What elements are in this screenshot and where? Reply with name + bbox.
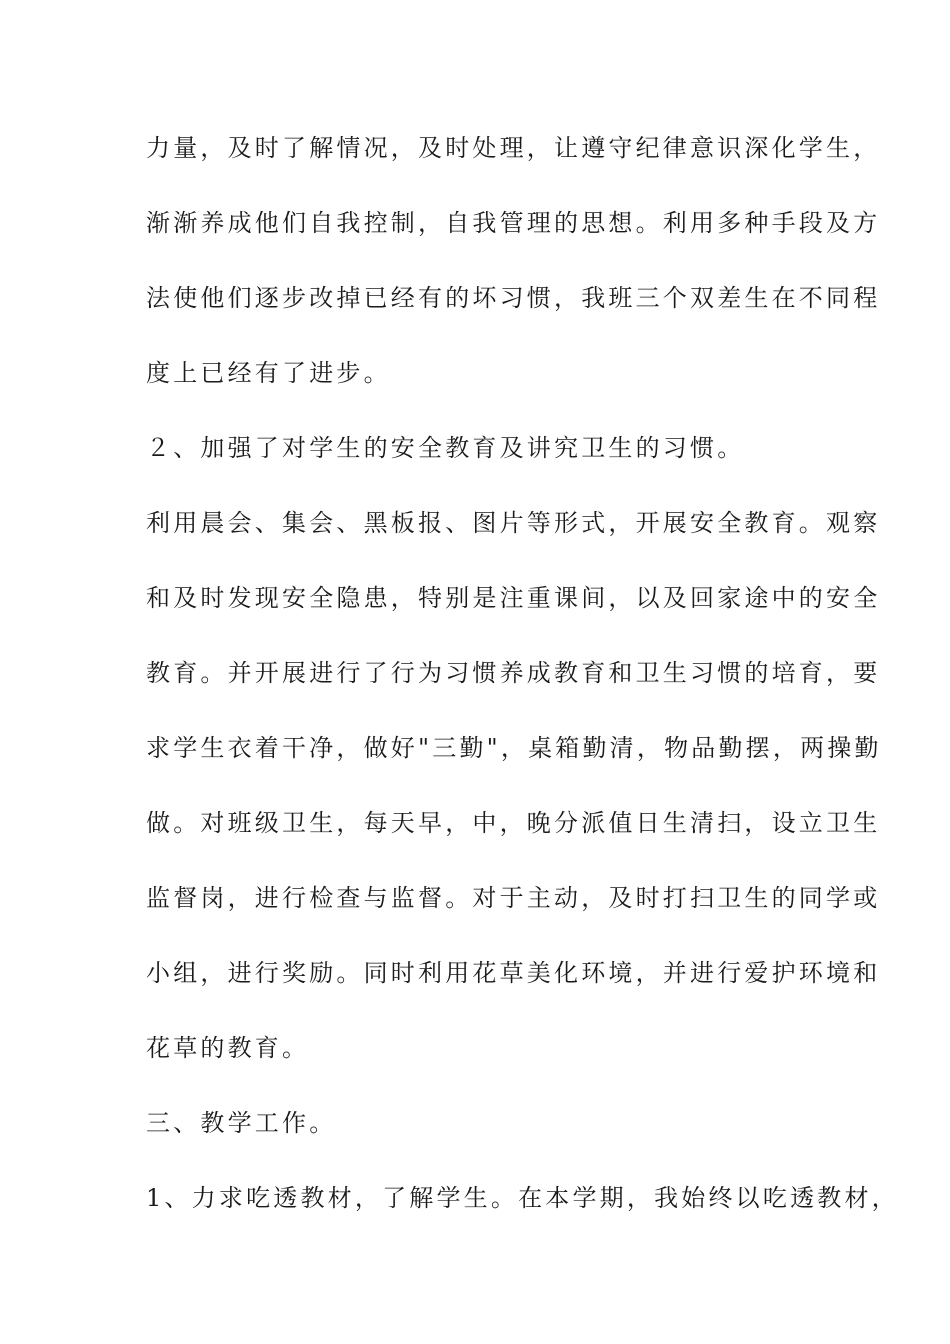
section-heading: 三、教学工作。 [146, 1109, 337, 1137]
text-line: 利用晨会、集会、黑板报、图片等形式，开展安全教育。观察 [146, 509, 881, 537]
text-line: 力量，及时了解情况，及时处理，让遵守纪律意识深化学生， [146, 134, 881, 162]
text-line: 做。对班级卫生，每天早，中，晚分派值日生清扫，设立卫生 [146, 809, 881, 837]
section-heading: ２、加强了对学生的安全教育及讲究卫生的习惯。 [146, 434, 745, 462]
text-line: 渐渐养成他们自我控制，自我管理的思想。利用多种手段及方 [146, 209, 881, 237]
text-line: 教育。并开展进行了行为习惯养成教育和卫生习惯的培育，要 [146, 659, 881, 687]
text-line: 小组，进行奖励。同时利用花草美化环境，并进行爱护环境和 [146, 959, 881, 987]
text-line: 花草的教育。 [146, 1034, 310, 1062]
text-line: 求学生衣着干净，做好"三勤"，桌箱勤清，物品勤摆，两操勤 [146, 734, 882, 762]
text-line: 监督岗，进行检查与监督。对于主动，及时打扫卫生的同学或 [146, 884, 881, 912]
text-line: 法使他们逐步改掉已经有的坏习惯，我班三个双差生在不同程 [146, 284, 881, 312]
text-line: 度上已经有了进步。 [146, 359, 391, 387]
text-line: 1、力求吃透教材，了解学生。在本学期，我始终以吃透教材， [146, 1184, 899, 1212]
text-line: 和及时发现安全隐患，特别是注重课间，以及回家途中的安全 [146, 584, 881, 612]
